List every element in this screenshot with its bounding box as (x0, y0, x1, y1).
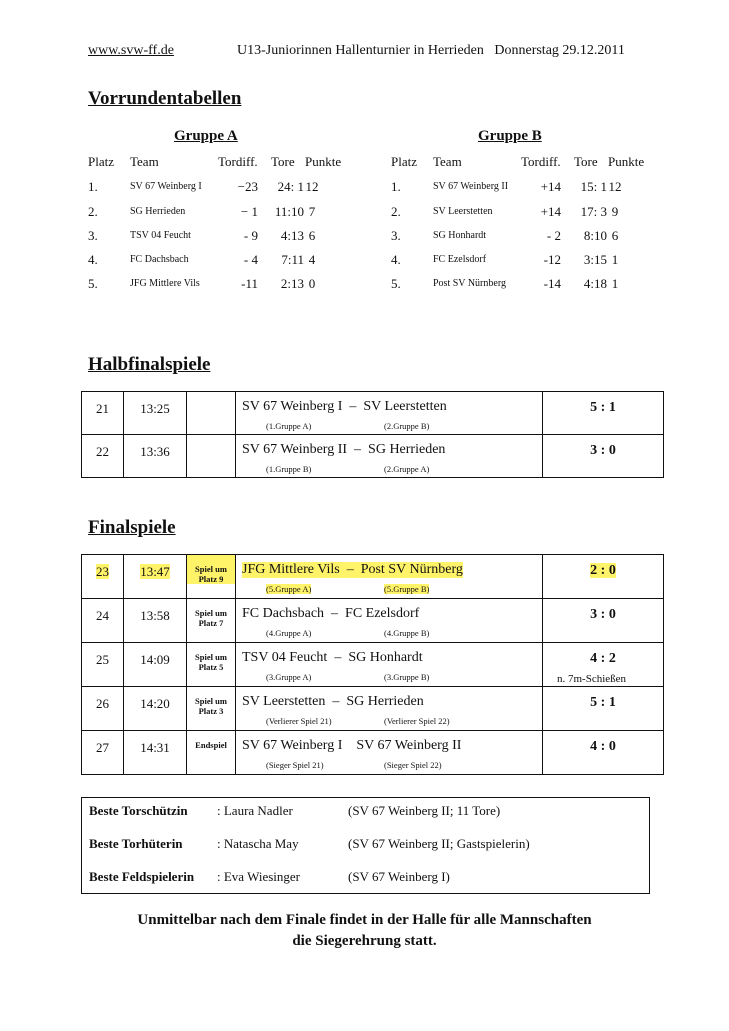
game-number-cell (82, 599, 124, 643)
row-points: 6 (611, 228, 619, 243)
away-team-source: (5.Gruppe B) (384, 584, 430, 594)
away-team: SG Herrieden (346, 694, 424, 709)
award-label: Beste Feldspielerin (89, 869, 195, 884)
column-header: Punkte (305, 154, 342, 169)
game-score-cell (543, 435, 664, 478)
row-place: 3. (391, 228, 401, 243)
row-points: 4 (308, 252, 316, 267)
row-points: 12 (608, 179, 622, 194)
game-score-wrap (543, 555, 663, 579)
game-time: 13:58 (140, 608, 170, 623)
game-row (82, 392, 664, 435)
row-points: 1 (611, 252, 619, 267)
game-round-cell (187, 687, 236, 731)
game-match-cell (236, 392, 543, 435)
game-round-cell (187, 555, 236, 599)
row-place: 1. (88, 179, 98, 194)
row-goals: 17: 3 (580, 204, 607, 219)
game-score-wrap (543, 435, 663, 459)
column-header: Platz (88, 154, 114, 169)
row-points: 1 (611, 276, 619, 291)
game-match-cell (236, 643, 543, 687)
row-points: 9 (611, 204, 619, 219)
game-row (82, 731, 664, 775)
column-header: Team (130, 154, 159, 169)
row-place: 4. (391, 252, 401, 267)
game-score: 3 : 0 (590, 607, 616, 622)
award-label: Beste Torhüterin (89, 836, 183, 851)
match-separator: – (354, 442, 362, 457)
game-score: 5 : 1 (590, 695, 616, 710)
game-time-cell (124, 731, 187, 775)
game-round-label (187, 435, 235, 444)
game-number: 25 (96, 652, 109, 667)
game-row (82, 643, 664, 687)
row-goals: 8:10 (583, 228, 607, 243)
match-line (242, 606, 419, 622)
game-round-label: Spiel um Platz 7 (195, 608, 227, 628)
match-separator: – (334, 650, 342, 665)
home-team-source: (5.Gruppe A) (266, 584, 312, 594)
game-round-cell (187, 643, 236, 687)
tournament-title: U13-Juniorinnen Hallenturnier in Herrieden (237, 43, 484, 58)
award-winner: : Eva Wiesinger (217, 869, 300, 884)
away-team: SG Herrieden (368, 442, 446, 457)
row-team: SG Honhardt (433, 230, 487, 241)
game-round-cell (187, 731, 236, 775)
game-score-wrap (543, 731, 663, 755)
away-team: SV Leerstetten (363, 399, 447, 414)
row-diff: -12 (543, 252, 561, 267)
game-match-cell (236, 555, 543, 599)
match-line (242, 442, 445, 458)
match-line (242, 650, 423, 666)
game-time-cell (124, 643, 187, 687)
group-title: Gruppe A (174, 128, 238, 144)
column-header: Team (433, 154, 462, 169)
game-score-wrap (543, 392, 663, 416)
game-time: 14:31 (140, 740, 170, 755)
game-number: 23 (96, 564, 109, 579)
home-team-source: (3.Gruppe A) (266, 672, 312, 682)
game-number-cell (82, 731, 124, 775)
row-place: 4. (88, 252, 98, 267)
game-number-cell (82, 435, 124, 478)
game-round-cell (187, 599, 236, 643)
match-line (242, 738, 461, 754)
away-team-source: (2.Gruppe B) (384, 421, 430, 431)
row-goals: 24: 1 (277, 179, 304, 194)
match-line (242, 399, 447, 415)
game-round-label: Endspiel (195, 740, 227, 750)
away-team-source: (Verlierer Spiel 22) (384, 716, 450, 726)
footer-line-1: Unmittelbar nach dem Finale findet in der Halle für alle Mannschaften (137, 912, 592, 928)
game-time: 13:47 (140, 564, 170, 579)
game-score-cell (543, 555, 664, 599)
row-points: 7 (308, 204, 316, 219)
row-team: SV 67 Weinberg I (130, 181, 202, 192)
home-team-source: (4.Gruppe A) (266, 628, 312, 638)
row-team: TSV 04 Feucht (130, 230, 191, 241)
row-team: Post SV Nürnberg (433, 278, 506, 289)
home-team: SV Leerstetten (242, 694, 326, 709)
game-score-cell (543, 392, 664, 435)
game-score: 3 : 0 (590, 443, 616, 458)
row-diff: -11 (241, 276, 258, 291)
award-detail: (SV 67 Weinberg II; Gastspielerin) (348, 836, 530, 851)
game-time: 13:36 (140, 444, 170, 459)
game-round-label: Spiel um Platz 9 (187, 555, 235, 584)
game-match-cell (236, 687, 543, 731)
row-goals: 2:13 (280, 276, 304, 291)
game-match-cell (236, 435, 543, 478)
row-diff: -14 (543, 276, 561, 291)
column-header: Tordiff. (218, 154, 258, 169)
game-number: 24 (96, 608, 109, 623)
game-number-cell (82, 555, 124, 599)
row-goals: 3:15 (583, 252, 607, 267)
row-goals: 4:13 (280, 228, 304, 243)
game-score-wrap (543, 599, 663, 623)
row-goals: 4:18 (583, 276, 607, 291)
game-row (82, 555, 664, 599)
game-number-cell (82, 392, 124, 435)
award-detail: (SV 67 Weinberg I) (348, 869, 450, 884)
game-score-cell (543, 731, 664, 775)
match-separator: – (331, 606, 339, 621)
award-winner: : Natascha May (217, 836, 299, 851)
game-time-cell (124, 392, 187, 435)
finals-section-title: Finalspiele (88, 517, 176, 538)
prelim-section-title: Vorrundentabellen (88, 88, 242, 109)
row-goals: 7:11 (281, 252, 304, 267)
game-score: 4 : 0 (590, 739, 616, 754)
home-team-source: (Verlierer Spiel 21) (266, 716, 332, 726)
game-time: 14:09 (140, 652, 170, 667)
row-diff: - 4 (243, 252, 258, 267)
row-diff: −23 (237, 179, 258, 194)
game-score-cell (543, 643, 664, 687)
column-header: Tore (574, 154, 598, 169)
award-winner: : Laura Nadler (217, 803, 293, 818)
away-team-source: (4.Gruppe B) (384, 628, 430, 638)
game-round-label: Spiel um Platz 3 (195, 696, 227, 716)
game-score-cell (543, 599, 664, 643)
award-label: Beste Torschützin (89, 803, 188, 818)
home-team: SV 67 Weinberg II (242, 442, 348, 457)
column-header: Tordiff. (521, 154, 561, 169)
award-detail: (SV 67 Weinberg II; 11 Tore) (348, 803, 501, 818)
game-score: 5 : 1 (590, 400, 616, 415)
home-team-source: (1.Gruppe B) (266, 464, 312, 474)
game-number: 21 (96, 401, 109, 416)
away-team: SV 67 Weinberg II (356, 738, 462, 753)
home-team: FC Dachsbach (242, 606, 325, 621)
semis-table (81, 391, 664, 478)
game-score: 4 : 2 (590, 651, 616, 666)
game-round-cell (187, 392, 236, 435)
row-place: 1. (391, 179, 401, 194)
row-team: FC Dachsbach (130, 254, 189, 265)
away-team: FC Ezelsdorf (345, 606, 420, 621)
column-header: Platz (391, 154, 417, 169)
home-team: JFG Mittlere Vils (242, 562, 340, 577)
row-points: 6 (308, 228, 316, 243)
game-row (82, 435, 664, 478)
row-points: 12 (305, 179, 319, 194)
row-team: SG Herrieden (130, 206, 186, 217)
row-team: JFG Mittlere Vils (130, 278, 200, 289)
row-place: 5. (88, 276, 98, 291)
game-round-label: Spiel um Platz 5 (195, 652, 227, 672)
home-team: SV 67 Weinberg I (242, 399, 343, 414)
game-score-note: n. 7m-Schießen (557, 673, 627, 685)
away-team: SG Honhardt (348, 650, 423, 665)
row-points: 0 (308, 276, 316, 291)
match-separator: – (349, 399, 357, 414)
match-separator: – (346, 562, 354, 577)
home-team-source: (Sieger Spiel 21) (266, 760, 324, 770)
row-team: SV Leerstetten (433, 206, 493, 217)
awards-box (81, 797, 650, 894)
row-team: SV 67 Weinberg II (433, 181, 509, 192)
row-diff: +14 (540, 204, 561, 219)
game-round-label (187, 392, 235, 401)
game-number-cell (82, 643, 124, 687)
game-match-cell (236, 599, 543, 643)
away-team: Post SV Nürnberg (360, 562, 463, 577)
away-team-source: (2.Gruppe A) (384, 464, 430, 474)
game-time-cell (124, 555, 187, 599)
row-place: 2. (88, 204, 98, 219)
site-url-link[interactable]: www.svw-ff.de (88, 43, 174, 58)
match-line (242, 562, 463, 578)
row-place: 3. (88, 228, 98, 243)
game-number-cell (82, 687, 124, 731)
row-diff: - 2 (546, 228, 561, 243)
column-header: Tore (271, 154, 295, 169)
home-team-source: (1.Gruppe A) (266, 421, 312, 431)
game-time: 14:20 (140, 696, 170, 711)
game-score-wrap (543, 687, 663, 711)
row-goals: 15: 1 (580, 179, 607, 194)
tournament-date: Donnerstag 29.12.2011 (494, 43, 625, 58)
home-team: SV 67 Weinberg I (242, 738, 343, 753)
column-header: Punkte (608, 154, 645, 169)
game-time-cell (124, 687, 187, 731)
finals-table (81, 554, 664, 775)
game-score-cell (543, 687, 664, 731)
game-time-cell (124, 435, 187, 478)
game-number: 27 (96, 740, 109, 755)
game-number: 26 (96, 696, 109, 711)
semis-section-title: Halbfinalspiele (88, 354, 211, 375)
game-score-wrap (543, 643, 663, 667)
game-score: 2 : 0 (590, 563, 616, 578)
game-match-cell (236, 731, 543, 775)
game-number: 22 (96, 444, 109, 459)
group-title: Gruppe B (478, 128, 542, 144)
row-diff: − 1 (240, 204, 258, 219)
row-diff: +14 (540, 179, 561, 194)
footer-line-2: die Siegerehrung statt. (292, 933, 437, 949)
match-separator: – (332, 694, 340, 709)
document-header (237, 43, 625, 59)
game-round-cell (187, 435, 236, 478)
row-diff: - 9 (243, 228, 258, 243)
game-time: 13:25 (140, 401, 170, 416)
match-line (242, 694, 424, 710)
game-row (82, 687, 664, 731)
away-team-source: (3.Gruppe B) (384, 672, 430, 682)
game-time-cell (124, 599, 187, 643)
row-team: FC Ezelsdorf (433, 254, 487, 265)
game-row (82, 599, 664, 643)
home-team: TSV 04 Feucht (242, 650, 328, 665)
row-goals: 11:10 (274, 204, 304, 219)
away-team-source: (Sieger Spiel 22) (384, 760, 442, 770)
row-place: 5. (391, 276, 401, 291)
row-place: 2. (391, 204, 401, 219)
